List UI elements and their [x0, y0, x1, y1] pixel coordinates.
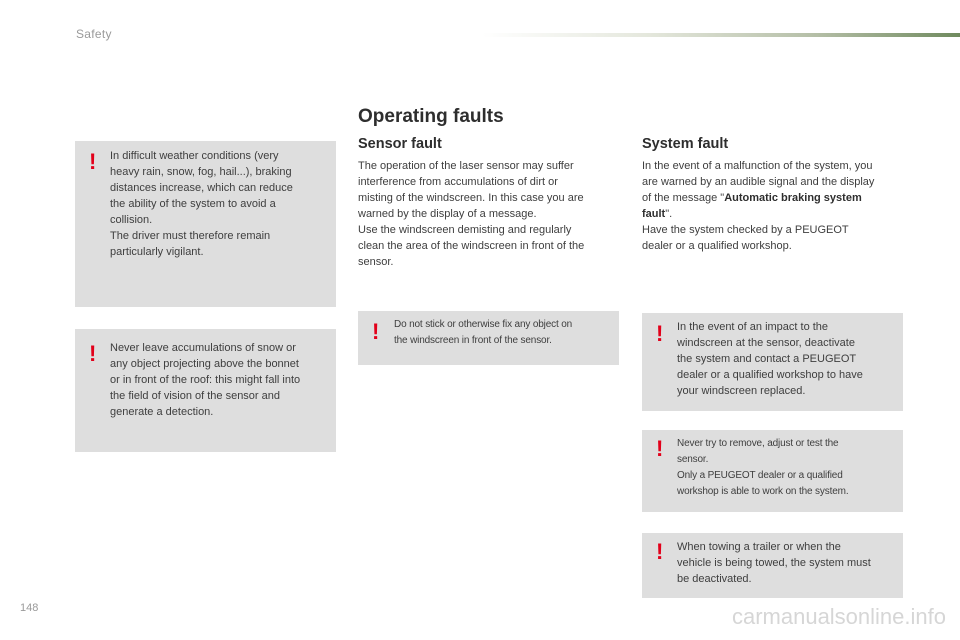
warning-text-impact: In the event of an impact to the windscreen at the sensor, deactivate the system and contact a PEUGEOT dealer or a qualified workshop to have your windscreen replaced.: [677, 321, 863, 397]
page-title: Operating faults: [358, 106, 504, 127]
message-name: Automatic braking system: [724, 192, 862, 204]
warning-icon: !: [656, 539, 664, 564]
warning-text-snow: Never leave accumulations of snow or any object projecting above the bonnet or in front of the roof: this might fall into the field of vision of the sensor and generate a detection.: [110, 342, 301, 418]
warning-icon: !: [89, 341, 97, 366]
warning-text-towing: When towing a trailer or when the vehicle is being towed, the system must be deactivated.: [677, 541, 871, 585]
warning-icon: !: [656, 436, 664, 461]
sensor-fault-text: The operation of the laser sensor may suffer interference from accumulations of dirt or misting of the windscreen. In this case you are warned by the display of a message. Use the windscreen demisting and regularly clean the area of the windscreen in front of the sensor.: [358, 160, 585, 268]
warning-box-towing: [642, 533, 903, 598]
system-fault-text: In the event of a malfunction of the system, you are warned by an audible signal and the display of the message "Automatic braking system fault". Have the system checked by a PEUGEOT dealer or a qualified workshop.: [642, 160, 875, 252]
warning-box-remove: [642, 430, 903, 512]
warning-icon: !: [656, 321, 664, 346]
system-fault-heading: System fault: [642, 136, 729, 152]
warning-icon: !: [89, 149, 97, 174]
watermark: carmanualsonline.info: [731, 604, 946, 629]
page-number: 148: [20, 602, 39, 614]
header-rule: [482, 33, 960, 37]
warning-text-weather: In difficult weather conditions (very heavy rain, snow, fog, hail...), braking distances increase, which can reduce the ability of the system to avoid a collision. The driver must therefore remain particularly vigilant.: [110, 150, 293, 258]
warning-box-snow: [75, 329, 336, 452]
warning-text-remove: Never try to remove, adjust or test the sensor. Only a PEUGEOT dealer or a qualified workshop is able to work on the system.: [677, 438, 849, 497]
section-label: Safety: [76, 27, 112, 41]
warning-text-stick: Do not stick or otherwise fix any object on the windscreen in front of the sensor.: [394, 319, 573, 346]
warning-box-impact: [642, 313, 903, 411]
message-name-end: fault: [642, 208, 666, 220]
sensor-fault-heading: Sensor fault: [358, 136, 442, 152]
warning-box-weather: [75, 141, 336, 307]
warning-icon: !: [372, 319, 380, 344]
warning-box-stick: [358, 311, 619, 365]
